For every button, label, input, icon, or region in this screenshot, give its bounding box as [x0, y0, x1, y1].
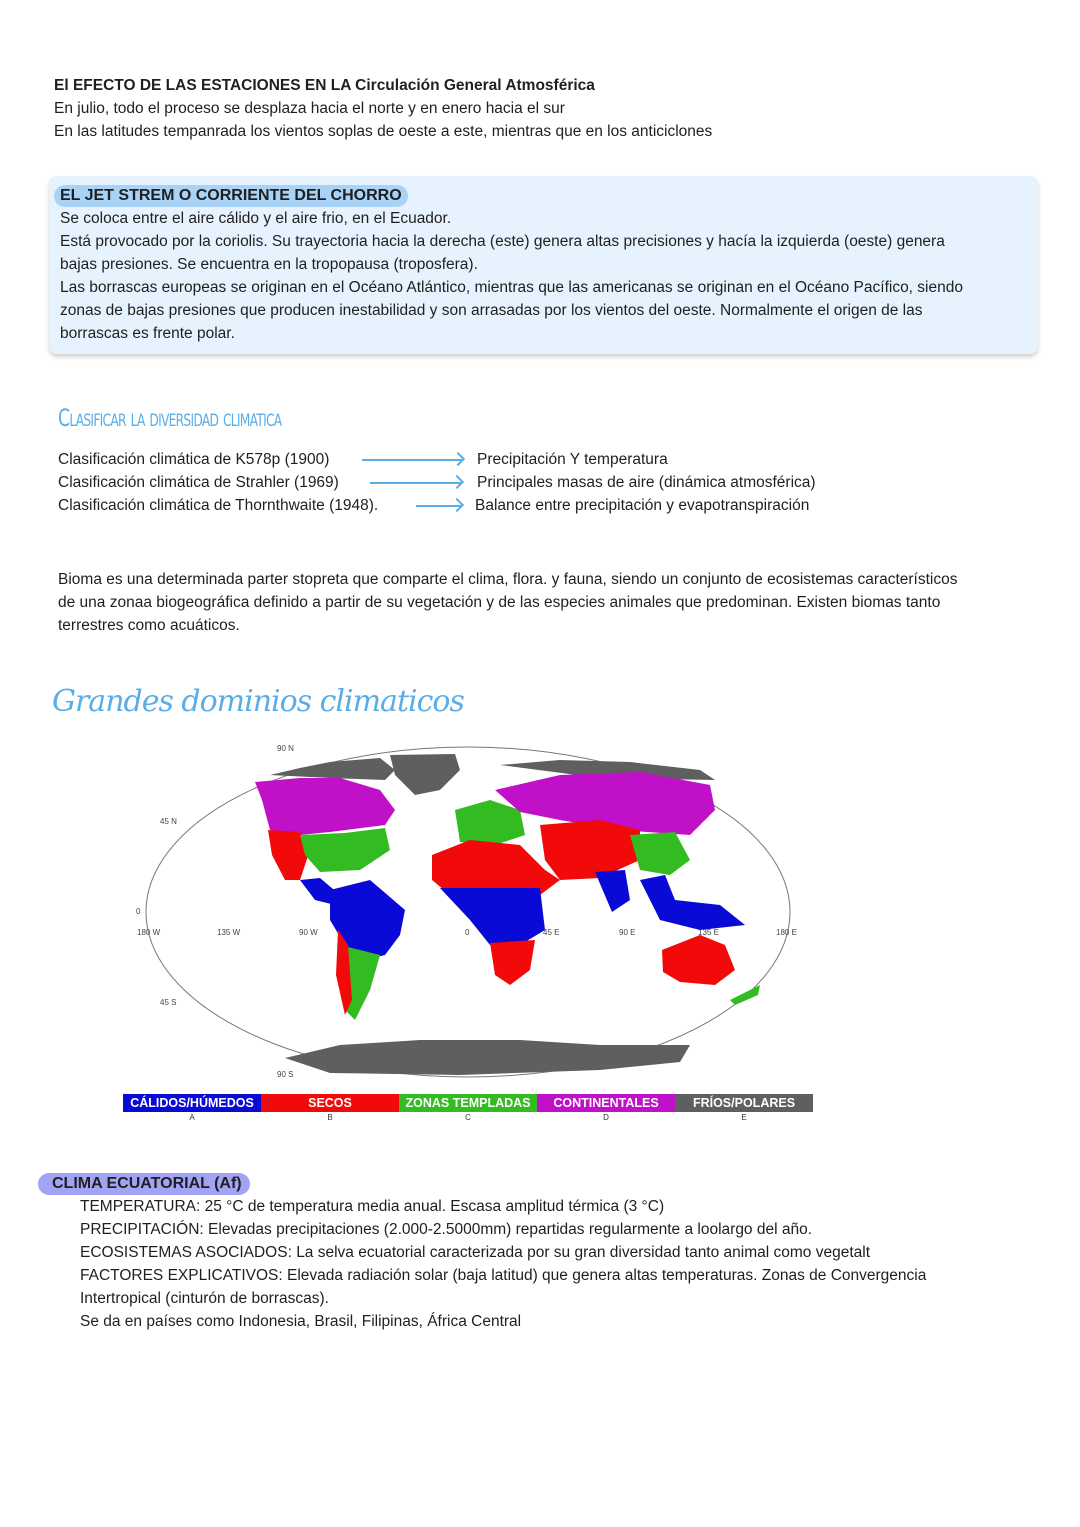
- jet-line: zonas de bajas presiones que producen inestabilidad y son arrasadas por los vientos del oeste. Normalmente el origen de las: [60, 302, 923, 319]
- region-na-temperate: [300, 828, 390, 872]
- region-new-zealand: [730, 985, 760, 1005]
- ecuatorial-line: ECOSISTEMAS ASOCIADOS: La selva ecuatorial caracterizada por su gran diversidad tanto animal como vegetalt: [80, 1244, 871, 1261]
- classification-left: Clasificación climática de K578p (1900): [58, 451, 330, 468]
- title-caps: El EFECTO DE LAS ESTACIONES EN LA: [54, 77, 351, 94]
- legend-templadas: ZONAS TEMPLADAS: [399, 1094, 537, 1112]
- ecuatorial-section: [38, 1173, 926, 1333]
- lon-label: 90 E: [619, 928, 636, 937]
- lat-label: 90 S: [277, 1070, 294, 1079]
- bioma-line: terrestres como acuáticos.: [58, 617, 240, 634]
- jet-line: Las borrascas europeas se originan en el Océano Atlántico, mientras que las americanas se originan en el Océano Pacífico, siendo: [60, 279, 963, 296]
- seasons-line: En julio, todo el proceso se desplaza hacia el norte y en enero hacia el sur: [54, 100, 565, 117]
- region-australia-dry: [662, 935, 735, 985]
- legend-letter: C: [465, 1113, 471, 1122]
- seasons-line: En las latitudes tempanrada los vientos soplas de oeste a este, mientras que en los anticiclones: [54, 123, 713, 140]
- bioma-line: de una zonaa biogeográfica definido a partir de su vegetación y de las especies animales que predominan. Existen biomas tanto: [58, 594, 941, 611]
- legend-letter: A: [189, 1113, 195, 1122]
- ecuatorial-line: PRECIPITACIÓN: Elevadas precipitaciones (2.000-2.5000mm) repartidas regularmente a loolargo del año.: [80, 1221, 813, 1238]
- legend-letter: E: [741, 1113, 747, 1122]
- lat-label: 90 N: [277, 744, 294, 753]
- legend-polares: FRÍOS/POLARES: [675, 1094, 813, 1112]
- region-seasia-humid: [640, 875, 745, 930]
- jet-line: bajas presiones. Se encuentra en la tropopausa (troposfera).: [60, 256, 478, 273]
- region-antarctica: [285, 1040, 690, 1075]
- lon-label: 135 E: [698, 928, 719, 937]
- ecuatorial-line: Intertropical (cinturón de borrascas).: [80, 1290, 329, 1307]
- classification-right: Precipitación Y temperatura: [477, 451, 668, 468]
- region-china-temperate: [630, 832, 690, 875]
- region-na-continental: [255, 778, 395, 835]
- legend-letter: D: [603, 1113, 609, 1122]
- region-india-humid: [595, 870, 630, 912]
- ecuatorial-title: CLIMA ECUATORIAL (Af): [38, 1173, 250, 1195]
- region-africa-dry: [432, 840, 560, 895]
- lat-label: 45 S: [160, 998, 177, 1007]
- classification-right: Principales masas de aire (dinámica atmosférica): [477, 474, 816, 491]
- legend-calidos: CÁLIDOS/HÚMEDOS: [123, 1094, 261, 1112]
- jet-line: Está provocado por la coriolis. Su trayectoria hacia la derecha (este) genera altas precisiones y hacía la izquierda (oeste) genera: [60, 233, 945, 250]
- region-arctic-canada: [270, 758, 395, 780]
- clasificar-heading: Clasificar la diversidad climatica: [58, 404, 282, 432]
- lat-label: 45 N: [160, 817, 177, 826]
- legend-letter: B: [327, 1113, 333, 1122]
- bioma-line: Bioma es una determinada parter stopreta que comparte el clima, flora. y fauna, siendo un conjunto de ecosistemas característicos: [58, 571, 958, 588]
- region-africa-humid: [440, 888, 545, 945]
- ecuatorial-line: TEMPERATURA: 25 °C de temperatura media anual. Escasa amplitud térmica (3 °C): [80, 1198, 665, 1215]
- lon-label: 90 W: [299, 928, 318, 937]
- classification-right: Balance entre precipitación y evapotranspiración: [475, 497, 810, 514]
- lon-label: 180 E: [776, 928, 797, 937]
- lon-label: 0: [465, 928, 470, 937]
- classification-left: Clasificación climática de Strahler (1969): [58, 474, 339, 491]
- lon-label: 135 W: [217, 928, 241, 937]
- ecuatorial-line: FACTORES EXPLICATIVOS: Elevada radiación solar (baja latitud) que genera altas temperaturas. Zonas de Convergencia: [80, 1267, 927, 1284]
- legend-secos: SECOS: [261, 1094, 399, 1112]
- ecuatorial-line: Se da en países como Indonesia, Brasil, Filipinas, África Central: [80, 1313, 522, 1330]
- classification-left: Clasificación climática de Thornthwaite (1948).: [58, 497, 379, 514]
- jet-stream-title: EL JET STREM O CORRIENTE DEL CHORRO: [54, 185, 408, 207]
- lon-label: 180 W: [137, 928, 161, 937]
- lat-label: 0: [136, 907, 141, 916]
- legend-continentales: CONTINENTALES: [537, 1094, 675, 1112]
- lon-label: 45 E: [543, 928, 560, 937]
- title-rest: Circulación General Atmosférica: [355, 77, 595, 94]
- dominios-heading: Grandes dominios climaticos: [52, 684, 464, 719]
- jet-line: borrascas es frente polar.: [60, 325, 235, 342]
- region-greenland: [390, 754, 460, 795]
- jet-line: Se coloca entre el aire cálido y el aire frio, en el Ecuador.: [60, 210, 452, 227]
- region-africa-south-dry: [490, 940, 535, 985]
